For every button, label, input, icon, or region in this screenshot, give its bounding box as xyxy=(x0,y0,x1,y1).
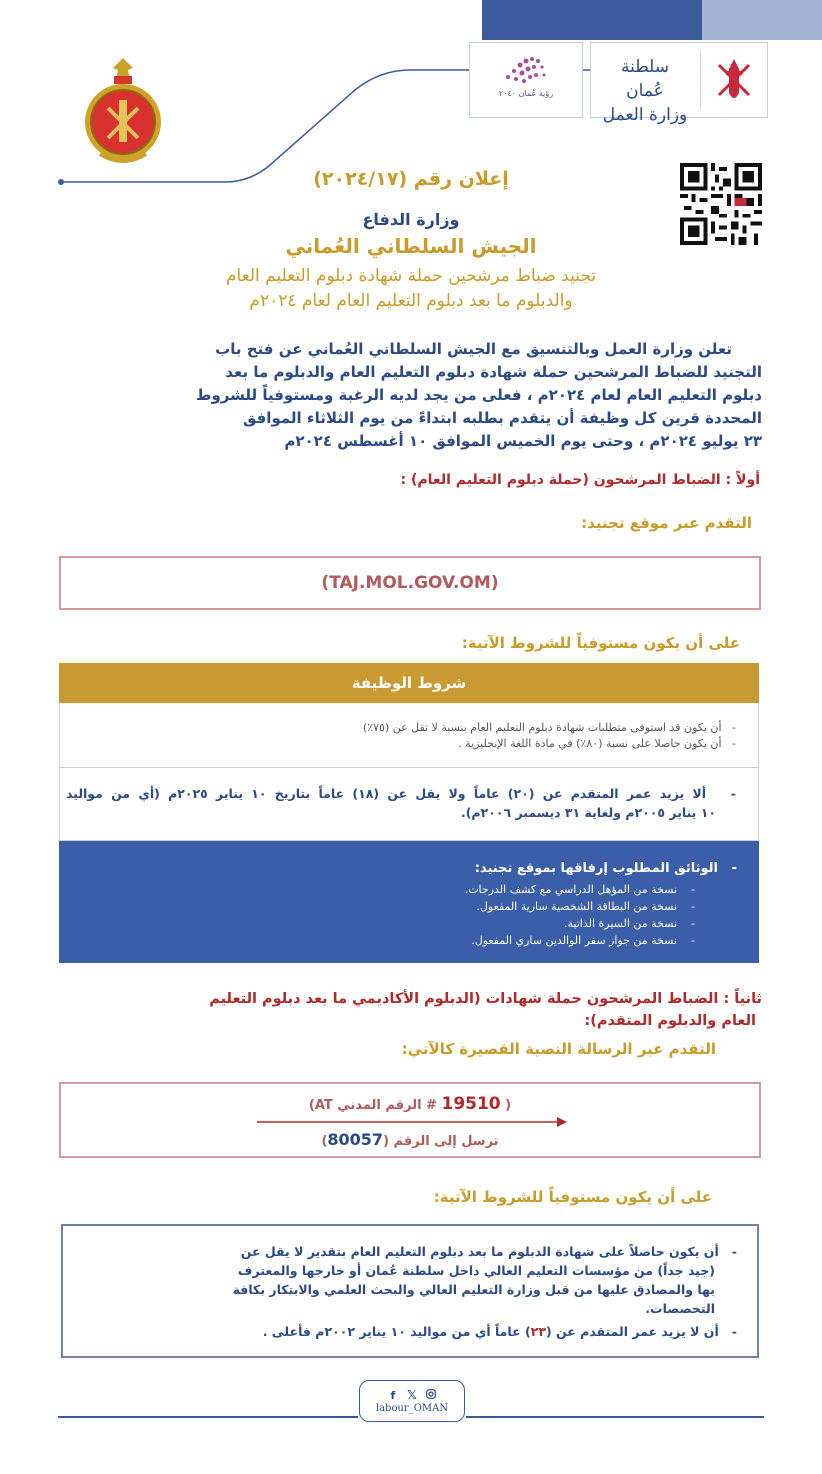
send-label: ترسل إلى الرقم ( xyxy=(383,1134,499,1149)
section1-apply-label: التقدم عبر موقع تجنيد: xyxy=(581,514,752,532)
ministry-name-line2: وزارة العمل xyxy=(602,105,688,125)
social-handle[interactable]: labour_OMAN xyxy=(375,1403,449,1414)
logo-divider xyxy=(700,53,701,107)
website-box xyxy=(59,556,761,610)
condition-1a-text: أن يكون قد استوفى متطلبات شهادة دبلوم التعليم العام بنسبة لا تقل عن (٧٥٪) xyxy=(362,721,722,734)
section2-conditions-label: على أن يكون مستوفياً للشروط الآتية: xyxy=(433,1188,712,1206)
s2-cond2-num: ٢٣ xyxy=(530,1324,546,1339)
ministry-logo-box xyxy=(590,42,768,125)
footer-line-right xyxy=(466,1416,764,1418)
send-to xyxy=(61,1130,759,1149)
sms-format xyxy=(61,1094,759,1114)
job-conditions-table xyxy=(59,663,759,963)
vision-2040-logo-box xyxy=(469,42,583,118)
document-2: نسخة من السيرة الذاتية. xyxy=(564,917,678,930)
facebook-icon[interactable]: f xyxy=(390,1389,396,1402)
website-link[interactable]: (TAJ.MOL.GOV.OM) xyxy=(321,573,499,593)
social-icons xyxy=(360,1384,464,1403)
section1-conditions-label: على أن يكون مستوفياً للشروط الآتية: xyxy=(461,634,740,652)
recruitment-subtitle-2: والدبلوم ما بعد دبلوم التعليم العام لعام ٢٠٢٤م xyxy=(249,291,573,311)
condition-1a: - أن يكون قد استوفى متطلبات شهادة دبلوم التعليم العام بنسبة لا تقل عن (٧٥٪) xyxy=(362,721,736,734)
oman-khanjar-emblem-icon xyxy=(709,53,759,107)
section2-heading-line1: ثانياً : الضباط المرشحون حملة شهادات (الدبلوم الأكاديمي ما بعد دبلوم التعليم xyxy=(209,991,762,1007)
s2-cond1-line4: التخصصات. xyxy=(645,1301,715,1316)
intro-paragraph xyxy=(58,338,762,453)
header-corner-accent xyxy=(702,0,822,40)
section2-apply-label: التقدم عبر الرسالة النصية القصيرة كالآتي: xyxy=(401,1040,716,1058)
recruitment-subtitle-1: تجنيد ضباط مرشحين حملة شهادة دبلوم التعليم العام xyxy=(225,266,597,286)
intro-line-5: ٢٣ يوليو ٢٠٢٤م ، وحتى يوم الخميس الموافق ١٠ أغسطس ٢٠٢٤م xyxy=(284,432,762,450)
document-0: نسخة من المؤهل الدراسي مع كشف الدرجات. xyxy=(464,883,678,896)
sms-text: # الرقم المدني AT) xyxy=(308,1098,437,1113)
table-row xyxy=(59,703,759,768)
section2-condition-2: - أن لا يزيد عمر المتقدم عن (٢٣) عاماً أي من مواليد ١٠ يناير ٢٠٠٢م فأعلى . xyxy=(262,1324,737,1339)
s2-cond1-line1: أن يكون حاصلاً على شهادة الدبلوم ما بعد دبلوم التعليم العام بتقدير لا يقل عن xyxy=(240,1244,719,1259)
ministry-of-defence-title: وزارة الدفاع xyxy=(362,210,460,229)
send-number: 80057 xyxy=(327,1130,384,1149)
army-emblem xyxy=(78,56,168,184)
intro-line-4: المحددة قرين كل وظيفة أن يتقدم بطلبه ابتداءً من يوم الثلاثاء الموافق xyxy=(242,409,762,427)
section2-heading-line2: العام والدبلوم المتقدم): xyxy=(584,1013,756,1029)
s2-cond1-line3: بها والمصادق عليها من قبل وزارة التعليم العالي والبحث العلمي والابتكار بكافة xyxy=(232,1282,715,1297)
document-3: نسخة من جواز سفر الوالدين ساري المفعول. xyxy=(471,934,678,947)
condition-1b: - أن يكون حاصلا على نسبة (٨٠٪) في مادة اللغة الإنجليزية . xyxy=(458,737,736,750)
intro-line-1: تعلن وزارة العمل وبالتنسيق مع الجيش السلطاني العُماني عن فتح باب xyxy=(215,340,732,358)
condition-1b-text: أن يكون حاصلا على نسبة (٨٠٪) في مادة اللغة الإنجليزية . xyxy=(458,737,722,750)
vision-dots-icon xyxy=(498,49,558,89)
list-item: - نسخة من المؤهل الدراسي مع كشف الدرجات. xyxy=(464,883,695,896)
send-close: ) xyxy=(321,1134,328,1149)
footer-line-left xyxy=(58,1416,358,1418)
sms-code: 19510 xyxy=(441,1094,501,1114)
arrow-icon xyxy=(257,1116,567,1128)
list-item: - نسخة من جواز سفر الوالدين ساري المفعول. xyxy=(471,934,695,947)
ministry-name-line1: سلطنة عُمان xyxy=(620,57,670,101)
s2-cond2-a: أن لا يزيد عمر المتقدم عن ( xyxy=(545,1324,719,1339)
x-icon[interactable]: 𝕏 xyxy=(407,1388,417,1402)
army-title: الجيش السلطاني العُماني xyxy=(285,234,537,258)
documents-list xyxy=(465,881,695,949)
table-header: شروط الوظيفة xyxy=(59,663,759,703)
section2-heading xyxy=(62,988,762,1032)
documents-row xyxy=(59,841,759,963)
instagram-icon[interactable] xyxy=(424,1389,438,1402)
vision-label: رؤية عُمان ٢٠٤٠ xyxy=(498,89,554,98)
documents-title: - الوثائق المطلوب إرفاقها بموقع تجنيد: xyxy=(474,861,737,876)
section1-heading: أولاً : الضباط المرشحون (حملة دبلوم التعليم العام) : xyxy=(400,472,760,488)
condition-2: - ألا يزيد عمر المتقدم عن (٢٠) عاماً ولا يقل عن (١٨) عاماً بتاريخ ١٠ يناير ٢٠٢٥م (أي من مواليد ١٠ يناير ٢٠٠٥م ولغاية ٣١ ديسمبر ٢٠٠٦م). xyxy=(66,786,736,820)
table-row xyxy=(59,768,759,841)
documents-title-text: الوثائق المطلوب إرفاقها بموقع تجنيد: xyxy=(474,861,719,876)
intro-line-3: دبلوم التعليم العام لعام ٢٠٢٤م ، فعلى من يجد لديه الرغبة ومستوفياً للشروط xyxy=(195,386,762,404)
section2-conditions-box xyxy=(61,1224,759,1358)
list-item: - نسخة من السيرة الذاتية. xyxy=(564,917,695,930)
announcement-number: إعلان رقم (٢٠٢٤/١٧) xyxy=(313,168,509,190)
intro-line-2: التجنيد للضباط المرشحين حملة شهادة دبلوم التعليم العام والدبلوم ما بعد xyxy=(225,363,762,381)
list-item: - نسخة من البطاقة الشخصية سارية المفعول. xyxy=(476,900,695,913)
condition-2b-text: ١٠ يناير ٢٠٠٥م ولغاية ٣١ ديسمبر ٢٠٠٦م). xyxy=(460,805,716,820)
s2-cond1-line2: (جيد جداً) من مؤسسات التعليم العالي داخل سلطنة عُمان أو خارجها والمعترف xyxy=(237,1263,715,1278)
social-badge xyxy=(359,1380,465,1422)
document-1: نسخة من البطاقة الشخصية سارية المفعول. xyxy=(476,900,678,913)
sms-prefix: ( xyxy=(500,1098,512,1113)
s2-cond2-b: ) عاماً أي من مواليد ١٠ يناير ٢٠٠٢م فأعلى . xyxy=(262,1324,531,1339)
section2-condition-1: - أن يكون حاصلاً على شهادة الدبلوم ما بعد دبلوم التعليم العام بتقدير لا يقل عن (جيد جداً) من مؤسسات التعليم العالي داخل سلطنة عُمان أو خارجها والمعترف بها والمصادق عليها من قبل وزارة التعليم العالي والبحث العلمي والابتكار بكافة التخصصات. xyxy=(87,1242,737,1318)
condition-2a-text: ألا يزيد عمر المتقدم عن (٢٠) عاماً ولا يقل عن (١٨) عاماً بتاريخ ١٠ يناير ٢٠٢٥م (أي من مواليد xyxy=(66,786,707,801)
sms-box xyxy=(59,1082,761,1158)
